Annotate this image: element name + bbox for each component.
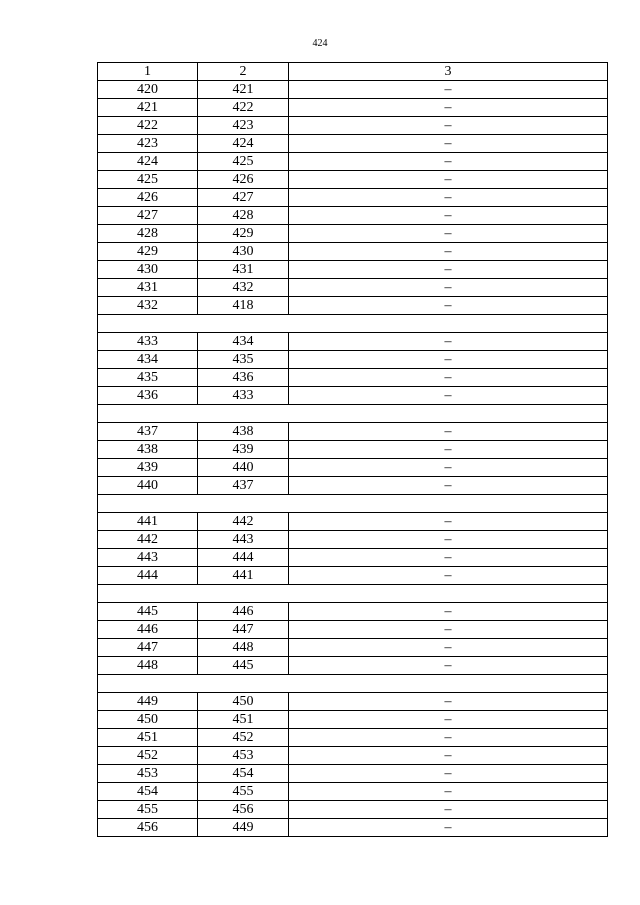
table-row (98, 225, 608, 243)
table-cell-col-2: 423 (198, 117, 289, 135)
table-cell-col-1: 454 (98, 783, 198, 801)
table-cell-col-2: 435 (198, 351, 289, 369)
table-cell-col-3: – (289, 153, 608, 171)
table-cell-col-3: – (289, 567, 608, 585)
table-cell-col-2: 431 (198, 261, 289, 279)
table-cell-col-1: 420 (98, 81, 198, 99)
table-cell-col-3: – (289, 729, 608, 747)
table-cell-col-3: – (289, 441, 608, 459)
table-cell-col-1: 434 (98, 351, 198, 369)
table-cell-col-1: 435 (98, 369, 198, 387)
table-cell-col-2: 418 (198, 297, 289, 315)
table-cell-col-3: – (289, 765, 608, 783)
table-cell-col-1: 439 (98, 459, 198, 477)
table-cell-col-1: 450 (98, 711, 198, 729)
table-cell-col-2: 441 (198, 567, 289, 585)
table-row (98, 549, 608, 567)
table-row (98, 153, 608, 171)
table-cell-col-1: 429 (98, 243, 198, 261)
table-cell-col-3: – (289, 171, 608, 189)
table-row (98, 243, 608, 261)
table-row (98, 567, 608, 585)
table-row (98, 423, 608, 441)
table-cell-col-3: – (289, 351, 608, 369)
table-cell-col-2: 442 (198, 513, 289, 531)
header-cell-3: 3 (289, 63, 608, 81)
table-cell-col-2: 444 (198, 549, 289, 567)
table-cell-col-2: 452 (198, 729, 289, 747)
group-separator-row (98, 585, 608, 603)
table-cell-col-1: 448 (98, 657, 198, 675)
table-cell-col-1: 424 (98, 153, 198, 171)
table-cell-col-3: – (289, 117, 608, 135)
table-row (98, 819, 608, 837)
table-cell-col-1: 444 (98, 567, 198, 585)
table-cell-col-1: 451 (98, 729, 198, 747)
table-cell-col-2: 443 (198, 531, 289, 549)
table-row (98, 297, 608, 315)
table-cell-col-3: – (289, 621, 608, 639)
table-cell-col-3: – (289, 513, 608, 531)
table-cell-col-2: 425 (198, 153, 289, 171)
table-cell-col-2: 436 (198, 369, 289, 387)
table-cell-col-3: – (289, 207, 608, 225)
table-cell-col-1: 442 (98, 531, 198, 549)
table-cell-col-2: 432 (198, 279, 289, 297)
table-row (98, 531, 608, 549)
table-cell-col-1: 449 (98, 693, 198, 711)
table-row (98, 693, 608, 711)
data-table (97, 62, 608, 837)
table-row (98, 459, 608, 477)
group-separator-row (98, 495, 608, 513)
table-cell-col-1: 431 (98, 279, 198, 297)
group-separator-row (98, 315, 608, 333)
table-row (98, 81, 608, 99)
table-row (98, 207, 608, 225)
header-cell-2: 2 (198, 63, 289, 81)
table-cell-col-2: 455 (198, 783, 289, 801)
table-row (98, 765, 608, 783)
table-row (98, 639, 608, 657)
table-cell-col-1: 422 (98, 117, 198, 135)
table-row (98, 351, 608, 369)
table-cell-col-3: – (289, 819, 608, 837)
table-cell-col-2: 427 (198, 189, 289, 207)
table-cell-col-2: 434 (198, 333, 289, 351)
table-cell-col-3: – (289, 711, 608, 729)
table-cell-col-3: – (289, 261, 608, 279)
group-separator-cell (98, 585, 608, 603)
table-row (98, 135, 608, 153)
table-row (98, 189, 608, 207)
table-cell-col-3: – (289, 639, 608, 657)
table-row (98, 657, 608, 675)
table-cell-col-2: 449 (198, 819, 289, 837)
table-cell-col-2: 426 (198, 171, 289, 189)
table-cell-col-1: 456 (98, 819, 198, 837)
table-cell-col-3: – (289, 423, 608, 441)
table-cell-col-3: – (289, 693, 608, 711)
table-cell-col-3: – (289, 135, 608, 153)
table-cell-col-1: 452 (98, 747, 198, 765)
table-row (98, 621, 608, 639)
group-separator-cell (98, 405, 608, 423)
table-row (98, 513, 608, 531)
table-cell-col-2: 429 (198, 225, 289, 243)
table-row (98, 369, 608, 387)
table-cell-col-1: 453 (98, 765, 198, 783)
table-cell-col-1: 455 (98, 801, 198, 819)
table-cell-col-2: 451 (198, 711, 289, 729)
table-row (98, 729, 608, 747)
table-cell-col-1: 425 (98, 171, 198, 189)
table-cell-col-1: 428 (98, 225, 198, 243)
table-cell-col-2: 445 (198, 657, 289, 675)
table-cell-col-3: – (289, 279, 608, 297)
table-row (98, 603, 608, 621)
table-cell-col-3: – (289, 333, 608, 351)
table-cell-col-2: 430 (198, 243, 289, 261)
table-cell-col-2: 428 (198, 207, 289, 225)
table-cell-col-2: 453 (198, 747, 289, 765)
table-cell-col-2: 437 (198, 477, 289, 495)
table-cell-col-1: 441 (98, 513, 198, 531)
table-row (98, 279, 608, 297)
table-cell-col-3: – (289, 657, 608, 675)
table-cell-col-2: 438 (198, 423, 289, 441)
table-row (98, 261, 608, 279)
table-row (98, 117, 608, 135)
table-cell-col-3: – (289, 783, 608, 801)
table-cell-col-2: 422 (198, 99, 289, 117)
table-row (98, 99, 608, 117)
table-cell-col-1: 430 (98, 261, 198, 279)
table-cell-col-2: 439 (198, 441, 289, 459)
table-row (98, 801, 608, 819)
table-cell-col-3: – (289, 81, 608, 99)
table-body (98, 63, 608, 837)
table-cell-col-2: 454 (198, 765, 289, 783)
table-cell-col-3: – (289, 747, 608, 765)
table-cell-col-3: – (289, 189, 608, 207)
table-cell-col-1: 443 (98, 549, 198, 567)
table-cell-col-1: 437 (98, 423, 198, 441)
table-cell-col-1: 427 (98, 207, 198, 225)
group-separator-row (98, 675, 608, 693)
header-row (98, 63, 608, 81)
group-separator-cell (98, 675, 608, 693)
table-row (98, 783, 608, 801)
table-row (98, 477, 608, 495)
table-cell-col-3: – (289, 459, 608, 477)
table-cell-col-3: – (289, 387, 608, 405)
table-cell-col-2: 421 (198, 81, 289, 99)
table-cell-col-3: – (289, 99, 608, 117)
table-row (98, 333, 608, 351)
table-cell-col-1: 436 (98, 387, 198, 405)
header-cell-1: 1 (98, 63, 198, 81)
table-cell-col-1: 445 (98, 603, 198, 621)
group-separator-cell (98, 495, 608, 513)
table-cell-col-1: 433 (98, 333, 198, 351)
table-cell-col-3: – (289, 549, 608, 567)
group-separator-cell (98, 315, 608, 333)
table-row (98, 711, 608, 729)
table-cell-col-3: – (289, 243, 608, 261)
table-cell-col-1: 423 (98, 135, 198, 153)
table-cell-col-1: 447 (98, 639, 198, 657)
table-row (98, 171, 608, 189)
page-number: 424 (312, 38, 328, 49)
table-cell-col-1: 446 (98, 621, 198, 639)
table-cell-col-1: 426 (98, 189, 198, 207)
table-row (98, 747, 608, 765)
table-cell-col-2: 450 (198, 693, 289, 711)
table-cell-col-2: 447 (198, 621, 289, 639)
table-cell-col-2: 448 (198, 639, 289, 657)
table-cell-col-2: 433 (198, 387, 289, 405)
table-cell-col-1: 421 (98, 99, 198, 117)
table-cell-col-3: – (289, 801, 608, 819)
table-cell-col-1: 438 (98, 441, 198, 459)
table-cell-col-3: – (289, 477, 608, 495)
table-cell-col-1: 432 (98, 297, 198, 315)
table-row (98, 387, 608, 405)
table-cell-col-2: 440 (198, 459, 289, 477)
table-cell-col-3: – (289, 225, 608, 243)
table-row (98, 441, 608, 459)
table-cell-col-2: 446 (198, 603, 289, 621)
table-cell-col-2: 456 (198, 801, 289, 819)
group-separator-row (98, 405, 608, 423)
table-cell-col-2: 424 (198, 135, 289, 153)
table-cell-col-3: – (289, 369, 608, 387)
table-cell-col-3: – (289, 603, 608, 621)
table-cell-col-3: – (289, 531, 608, 549)
table-cell-col-3: – (289, 297, 608, 315)
table-cell-col-1: 440 (98, 477, 198, 495)
